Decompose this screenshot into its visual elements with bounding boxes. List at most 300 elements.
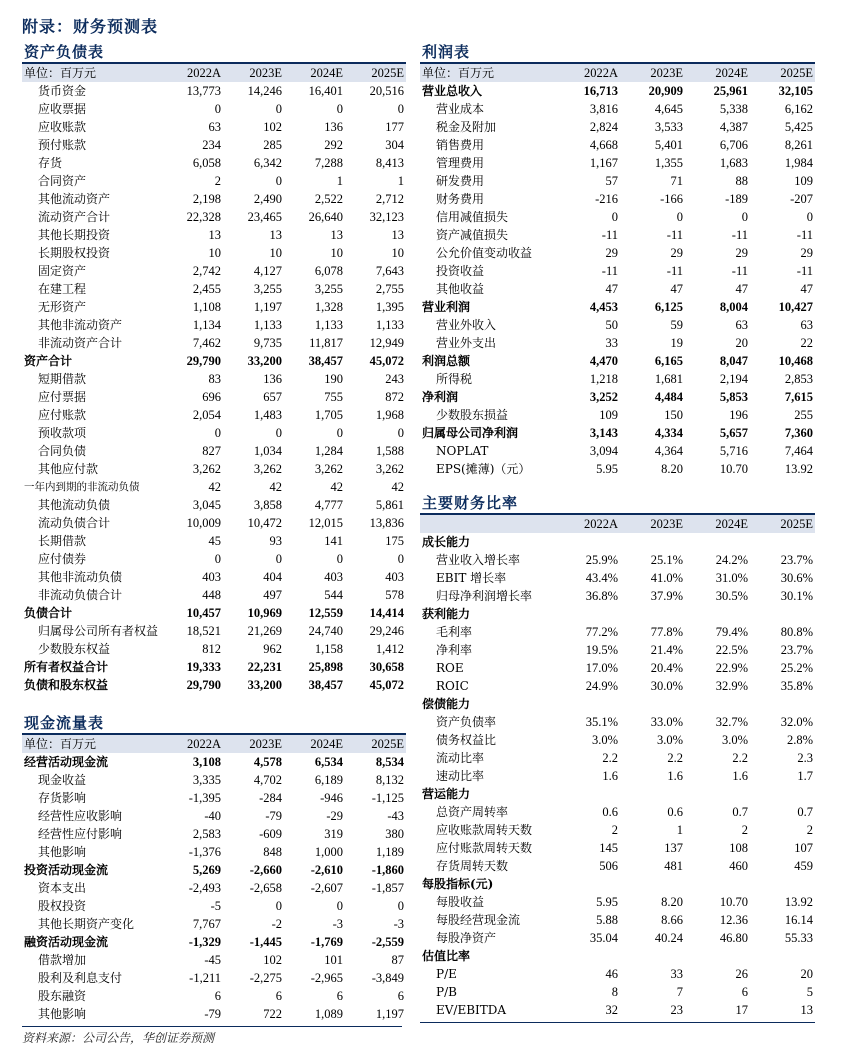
row-value: 26,640 <box>308 210 343 224</box>
row-value: 12.36 <box>719 913 748 927</box>
row-label: 借款增加 <box>38 953 87 967</box>
row-value: 30.5% <box>715 589 748 603</box>
row-label: 短期借款 <box>38 372 87 386</box>
table-row <box>22 879 406 897</box>
row-label: 应付账款 <box>38 408 87 422</box>
year-header: 2022A <box>555 64 620 82</box>
row-value: 50 <box>605 318 618 332</box>
row-value: 403 <box>324 570 343 584</box>
row-value: -29 <box>326 809 343 823</box>
row-value: 3,262 <box>253 462 282 476</box>
row-label: 所得税 <box>436 372 473 386</box>
row-value: 319 <box>324 827 343 841</box>
row-value: 63 <box>208 120 221 134</box>
row-value: 6 <box>275 989 282 1003</box>
row-value: 10,468 <box>778 354 813 368</box>
row-value <box>620 785 685 803</box>
row-value: 29 <box>800 246 813 260</box>
row-value: 0 <box>397 552 404 566</box>
row-value: 0 <box>397 899 404 913</box>
row-value: 404 <box>263 570 282 584</box>
row-label: 流动负债合计 <box>38 516 111 530</box>
row-value: 14,246 <box>247 84 282 98</box>
row-value: 13,773 <box>186 84 221 98</box>
row-label: 应收账款周转天数 <box>436 823 533 837</box>
table-row <box>420 767 815 785</box>
row-value: 33,200 <box>247 678 282 692</box>
row-value: 6,189 <box>314 773 343 787</box>
row-value: 2,194 <box>719 372 748 386</box>
row-value: 63 <box>735 318 748 332</box>
source-note: 资料来源：公司公告，华创证券预测 <box>22 1026 402 1046</box>
row-value: 136 <box>263 372 282 386</box>
table-row <box>22 190 406 208</box>
row-value: 0.7 <box>797 805 813 819</box>
row-value: 7,288 <box>314 156 343 170</box>
row-label: 成长能力 <box>422 535 471 549</box>
row-value: 3,252 <box>589 390 618 404</box>
row-value: 63 <box>800 318 813 332</box>
row-label: 估值比率 <box>422 949 471 963</box>
table-row <box>22 604 406 622</box>
row-label: 无形资产 <box>38 300 87 314</box>
row-value: 17 <box>735 1003 748 1017</box>
row-value: 1.6 <box>667 769 683 783</box>
row-value: 7,360 <box>784 426 813 440</box>
row-value: 10,457 <box>186 606 221 620</box>
row-value: 827 <box>202 444 221 458</box>
row-value: 2.2 <box>602 751 618 765</box>
row-label: P/E <box>436 967 457 981</box>
row-value: 150 <box>664 408 683 422</box>
row-value: 21.4% <box>650 643 683 657</box>
row-label: NOPLAT <box>436 444 489 458</box>
row-value: 10,427 <box>778 300 813 314</box>
table-row <box>420 983 815 1001</box>
row-label: 资本支出 <box>38 881 87 895</box>
page-title: 附录：财务预测表 <box>22 17 159 36</box>
section-row <box>420 875 815 893</box>
row-value <box>555 605 620 623</box>
row-value: 10 <box>269 246 282 260</box>
section-row <box>420 533 815 551</box>
table-row <box>22 550 406 568</box>
row-value: 0 <box>806 210 813 224</box>
row-label: 营业外支出 <box>436 336 497 350</box>
row-value: 0 <box>275 426 282 440</box>
row-value: -2,559 <box>371 935 404 949</box>
row-value: 109 <box>599 408 618 422</box>
row-value: 29,790 <box>186 678 221 692</box>
table-row <box>22 262 406 280</box>
section-row <box>420 695 815 713</box>
row-value: 1 <box>397 174 404 188</box>
row-value: 23.7% <box>780 643 813 657</box>
row-value: 8,047 <box>719 354 748 368</box>
row-value: 544 <box>324 588 343 602</box>
row-value: 1,000 <box>314 845 343 859</box>
row-value: 7,462 <box>192 336 221 350</box>
table-row <box>22 82 406 100</box>
row-label: 一年内到期的非流动负债 <box>24 481 140 493</box>
row-label: 其他非流动资产 <box>38 318 123 332</box>
year-header: 2024E <box>685 64 750 82</box>
row-value: 10 <box>330 246 343 260</box>
row-label: 投资活动现金流 <box>24 863 109 877</box>
row-value: 3,143 <box>589 426 618 440</box>
table-row <box>420 677 815 695</box>
header-row <box>22 64 406 82</box>
row-value: -11 <box>796 228 813 242</box>
table-row <box>420 1001 815 1019</box>
row-value: 40.24 <box>654 931 683 945</box>
row-label: 净利率 <box>436 643 473 657</box>
row-value: 29 <box>670 246 683 260</box>
row-value: -2,275 <box>249 971 282 985</box>
row-value: 190 <box>324 372 343 386</box>
table-row <box>22 532 406 550</box>
row-value <box>685 533 750 551</box>
row-value: 26 <box>735 967 748 981</box>
row-label: EV/EBITDA <box>436 1003 507 1017</box>
row-value: 3,094 <box>589 444 618 458</box>
table-row <box>420 154 815 172</box>
row-value: 32.0% <box>780 715 813 729</box>
table-row <box>22 586 406 604</box>
row-label: 融资活动现金流 <box>24 935 109 949</box>
row-value: -1,860 <box>371 863 404 877</box>
row-value: 1,681 <box>654 372 683 386</box>
row-value: 2,490 <box>253 192 282 206</box>
row-value: 177 <box>385 120 404 134</box>
row-label: EBIT 增长率 <box>436 571 507 585</box>
row-value: 255 <box>794 408 813 422</box>
row-value: 57 <box>605 174 618 188</box>
row-label: 应收账款 <box>38 120 87 134</box>
row-value: 8,534 <box>375 755 404 769</box>
table-row <box>420 262 815 280</box>
row-value: 5,657 <box>719 426 748 440</box>
row-value: 7,643 <box>375 264 404 278</box>
row-value: 6,165 <box>654 354 683 368</box>
row-label: 其他流动资产 <box>38 192 111 206</box>
row-value: -43 <box>387 809 404 823</box>
year-header: 2022A <box>162 64 223 82</box>
row-value: 45 <box>208 534 221 548</box>
row-label: 负债和股东权益 <box>24 678 109 692</box>
row-value: 2,755 <box>375 282 404 296</box>
row-value: 10 <box>391 246 404 260</box>
row-value: 22 <box>800 336 813 350</box>
row-value: -2,610 <box>310 863 343 877</box>
row-value <box>620 605 685 623</box>
row-value: 2,853 <box>784 372 813 386</box>
row-value: 1 <box>336 174 343 188</box>
table-row <box>420 641 815 659</box>
year-header: 2022A <box>162 735 223 753</box>
row-label: 负债合计 <box>24 606 73 620</box>
row-label: 归属母公司净利润 <box>422 426 519 440</box>
row-value: 25.1% <box>650 553 683 567</box>
row-value: 0.6 <box>667 805 683 819</box>
row-value: 43.4% <box>585 571 618 585</box>
row-label: 少数股东损益 <box>436 408 509 422</box>
row-value: 4,668 <box>589 138 618 152</box>
row-value: 872 <box>385 390 404 404</box>
row-value: 1,133 <box>253 318 282 332</box>
row-label: 合同负债 <box>38 444 87 458</box>
row-value: 0 <box>336 899 343 913</box>
row-value: 108 <box>729 841 748 855</box>
row-value: 33 <box>605 336 618 350</box>
row-label: 预收款项 <box>38 426 87 440</box>
row-value: 20 <box>735 336 748 350</box>
row-value: -1,125 <box>371 791 404 805</box>
row-value: -40 <box>204 809 221 823</box>
row-label: 少数股东权益 <box>38 642 111 656</box>
year-header: 2025E <box>750 515 815 533</box>
row-value: 2 <box>214 174 221 188</box>
row-label: 每股经营现金流 <box>436 913 521 927</box>
row-value: 3,045 <box>192 498 221 512</box>
row-value: 19.5% <box>585 643 618 657</box>
row-value: 497 <box>263 588 282 602</box>
row-value: -45 <box>204 953 221 967</box>
row-value: 3,255 <box>314 282 343 296</box>
row-value: 20,516 <box>369 84 404 98</box>
row-value: 1,705 <box>314 408 343 422</box>
row-value: 1 <box>676 823 683 837</box>
row-value: 3,262 <box>375 462 404 476</box>
row-value: -11 <box>796 264 813 278</box>
row-value: 45,072 <box>369 354 404 368</box>
unit-label: 单位：百万元 <box>22 735 162 753</box>
row-value: 42 <box>208 480 221 494</box>
table-row <box>420 352 815 370</box>
row-value: 7,464 <box>784 444 813 458</box>
table-row <box>22 334 406 352</box>
row-value: 33.0% <box>650 715 683 729</box>
row-label: ROIC <box>436 679 469 693</box>
row-value: 962 <box>263 642 282 656</box>
section-row <box>420 605 815 623</box>
row-value: 13.92 <box>784 462 813 476</box>
table-row <box>22 915 406 933</box>
row-value: -11 <box>731 264 748 278</box>
row-label: 非流动资产合计 <box>38 336 123 350</box>
row-label: 其他长期资产变化 <box>38 917 135 931</box>
row-value: 2 <box>611 823 618 837</box>
row-value: 6,078 <box>314 264 343 278</box>
row-label: 每股指标(元) <box>422 877 494 891</box>
table-row <box>420 82 815 100</box>
row-value: 2,054 <box>192 408 221 422</box>
row-value: 5.95 <box>596 895 618 909</box>
year-header: 2024E <box>685 515 750 533</box>
section-row <box>420 947 815 965</box>
row-label: 其他长期投资 <box>38 228 111 242</box>
row-value: 2.2 <box>667 751 683 765</box>
row-label: 总资产周转率 <box>436 805 509 819</box>
row-value: 0 <box>214 426 221 440</box>
table-row <box>22 208 406 226</box>
row-value: 12,559 <box>308 606 343 620</box>
row-value: 32 <box>605 1003 618 1017</box>
table-row <box>420 334 815 352</box>
row-value: 6,706 <box>719 138 748 152</box>
table-row <box>420 208 815 226</box>
row-value: 3.0% <box>591 733 618 747</box>
table-row <box>22 807 406 825</box>
row-value: 6 <box>336 989 343 1003</box>
table-row <box>420 100 815 118</box>
row-value: 137 <box>664 841 683 855</box>
row-label: 销售费用 <box>436 138 485 152</box>
table-row <box>22 825 406 843</box>
row-value: 8,132 <box>375 773 404 787</box>
table-row <box>22 244 406 262</box>
row-value: 55.33 <box>784 931 813 945</box>
year-header: 2023E <box>223 64 284 82</box>
row-value: 1.6 <box>602 769 618 783</box>
row-value: 35.1% <box>585 715 618 729</box>
row-value: 88 <box>735 174 748 188</box>
table-row <box>420 569 815 587</box>
row-value: 13 <box>330 228 343 242</box>
row-value: 7,615 <box>784 390 813 404</box>
row-value: -2,658 <box>249 881 282 895</box>
row-value: 2,455 <box>192 282 221 296</box>
row-value: 5,269 <box>192 863 221 877</box>
row-value <box>685 947 750 965</box>
row-label: 合同资产 <box>38 174 87 188</box>
row-label: 经营活动现金流 <box>24 755 109 769</box>
row-value: 4,484 <box>654 390 683 404</box>
row-value: -284 <box>259 791 282 805</box>
row-label: 存货影响 <box>38 791 87 805</box>
row-label: 每股净资产 <box>436 931 497 945</box>
row-label: 管理费用 <box>436 156 485 170</box>
row-value: 0 <box>397 102 404 116</box>
row-label: 归母净利润增长率 <box>436 589 533 603</box>
row-value: 13 <box>269 228 282 242</box>
row-value: 8.20 <box>661 462 683 476</box>
row-value: 5.88 <box>596 913 618 927</box>
row-value: 6,342 <box>253 156 282 170</box>
row-value: 1,412 <box>375 642 404 656</box>
row-value: 1,355 <box>654 156 683 170</box>
row-value: 175 <box>385 534 404 548</box>
row-value: 46.80 <box>719 931 748 945</box>
row-label: 所有者权益合计 <box>24 660 109 674</box>
row-value: 755 <box>324 390 343 404</box>
row-value: 31.0% <box>715 571 748 585</box>
table-row <box>420 190 815 208</box>
row-label: 预付账款 <box>38 138 87 152</box>
row-value: 3.0% <box>656 733 683 747</box>
row-label: 股利及利息支付 <box>38 971 123 985</box>
row-value: 23,465 <box>247 210 282 224</box>
table-row <box>420 713 815 731</box>
row-value: 19 <box>670 336 683 350</box>
row-value: 4,777 <box>314 498 343 512</box>
row-label: 其他影响 <box>38 1007 87 1021</box>
row-value: 79.4% <box>715 625 748 639</box>
row-value: 10 <box>208 246 221 260</box>
row-value: 2,583 <box>192 827 221 841</box>
row-value: 8,004 <box>719 300 748 314</box>
row-value: 47 <box>605 282 618 296</box>
row-value: 7 <box>676 985 683 999</box>
row-value: 13 <box>391 228 404 242</box>
table-row <box>22 843 406 861</box>
row-value: 109 <box>794 174 813 188</box>
table-row <box>420 587 815 605</box>
row-value: 22.5% <box>715 643 748 657</box>
row-value: 0 <box>214 102 221 116</box>
row-value: 29,246 <box>369 624 404 638</box>
row-label: 其他收益 <box>436 282 485 296</box>
row-value: 32,123 <box>369 210 404 224</box>
row-value: -11 <box>666 264 683 278</box>
row-value: 4,645 <box>654 102 683 116</box>
row-value: 0 <box>275 899 282 913</box>
row-value: 460 <box>729 859 748 873</box>
row-value: 6,125 <box>654 300 683 314</box>
row-value: 13.92 <box>784 895 813 909</box>
row-value: 1,189 <box>375 845 404 859</box>
row-value: 3,262 <box>314 462 343 476</box>
row-value: 24.2% <box>715 553 748 567</box>
row-value: 32.9% <box>715 679 748 693</box>
table-row <box>420 316 815 334</box>
row-value: 0 <box>741 210 748 224</box>
table-row <box>420 929 815 947</box>
table-row <box>420 370 815 388</box>
row-label: 信用减值损失 <box>436 210 509 224</box>
row-value: 578 <box>385 588 404 602</box>
row-label: 速动比率 <box>436 769 485 783</box>
row-value: 80.8% <box>780 625 813 639</box>
section-row <box>420 785 815 803</box>
row-value: 136 <box>324 120 343 134</box>
year-header: 2023E <box>223 735 284 753</box>
year-header: 2023E <box>620 515 685 533</box>
table-row <box>22 154 406 172</box>
table-row <box>420 803 815 821</box>
row-label: 现金收益 <box>38 773 87 787</box>
table-row <box>22 861 406 879</box>
income-statement-panel <box>420 42 815 478</box>
year-header: 2025E <box>750 64 815 82</box>
row-value: 24.9% <box>585 679 618 693</box>
row-label: 营业成本 <box>436 102 485 116</box>
row-value: 83 <box>208 372 221 386</box>
row-value: 3,858 <box>253 498 282 512</box>
row-value: 10.70 <box>719 895 748 909</box>
row-value: -1,857 <box>371 881 404 895</box>
row-value: 403 <box>385 570 404 584</box>
table-row <box>22 280 406 298</box>
table-row <box>22 514 406 532</box>
row-label: 存货周转天数 <box>436 859 509 873</box>
row-label: 长期股权投资 <box>38 246 111 260</box>
row-value: 6 <box>741 985 748 999</box>
row-value: 2,522 <box>314 192 343 206</box>
table-row <box>22 951 406 969</box>
row-value: 30.0% <box>650 679 683 693</box>
row-value: 2,742 <box>192 264 221 278</box>
